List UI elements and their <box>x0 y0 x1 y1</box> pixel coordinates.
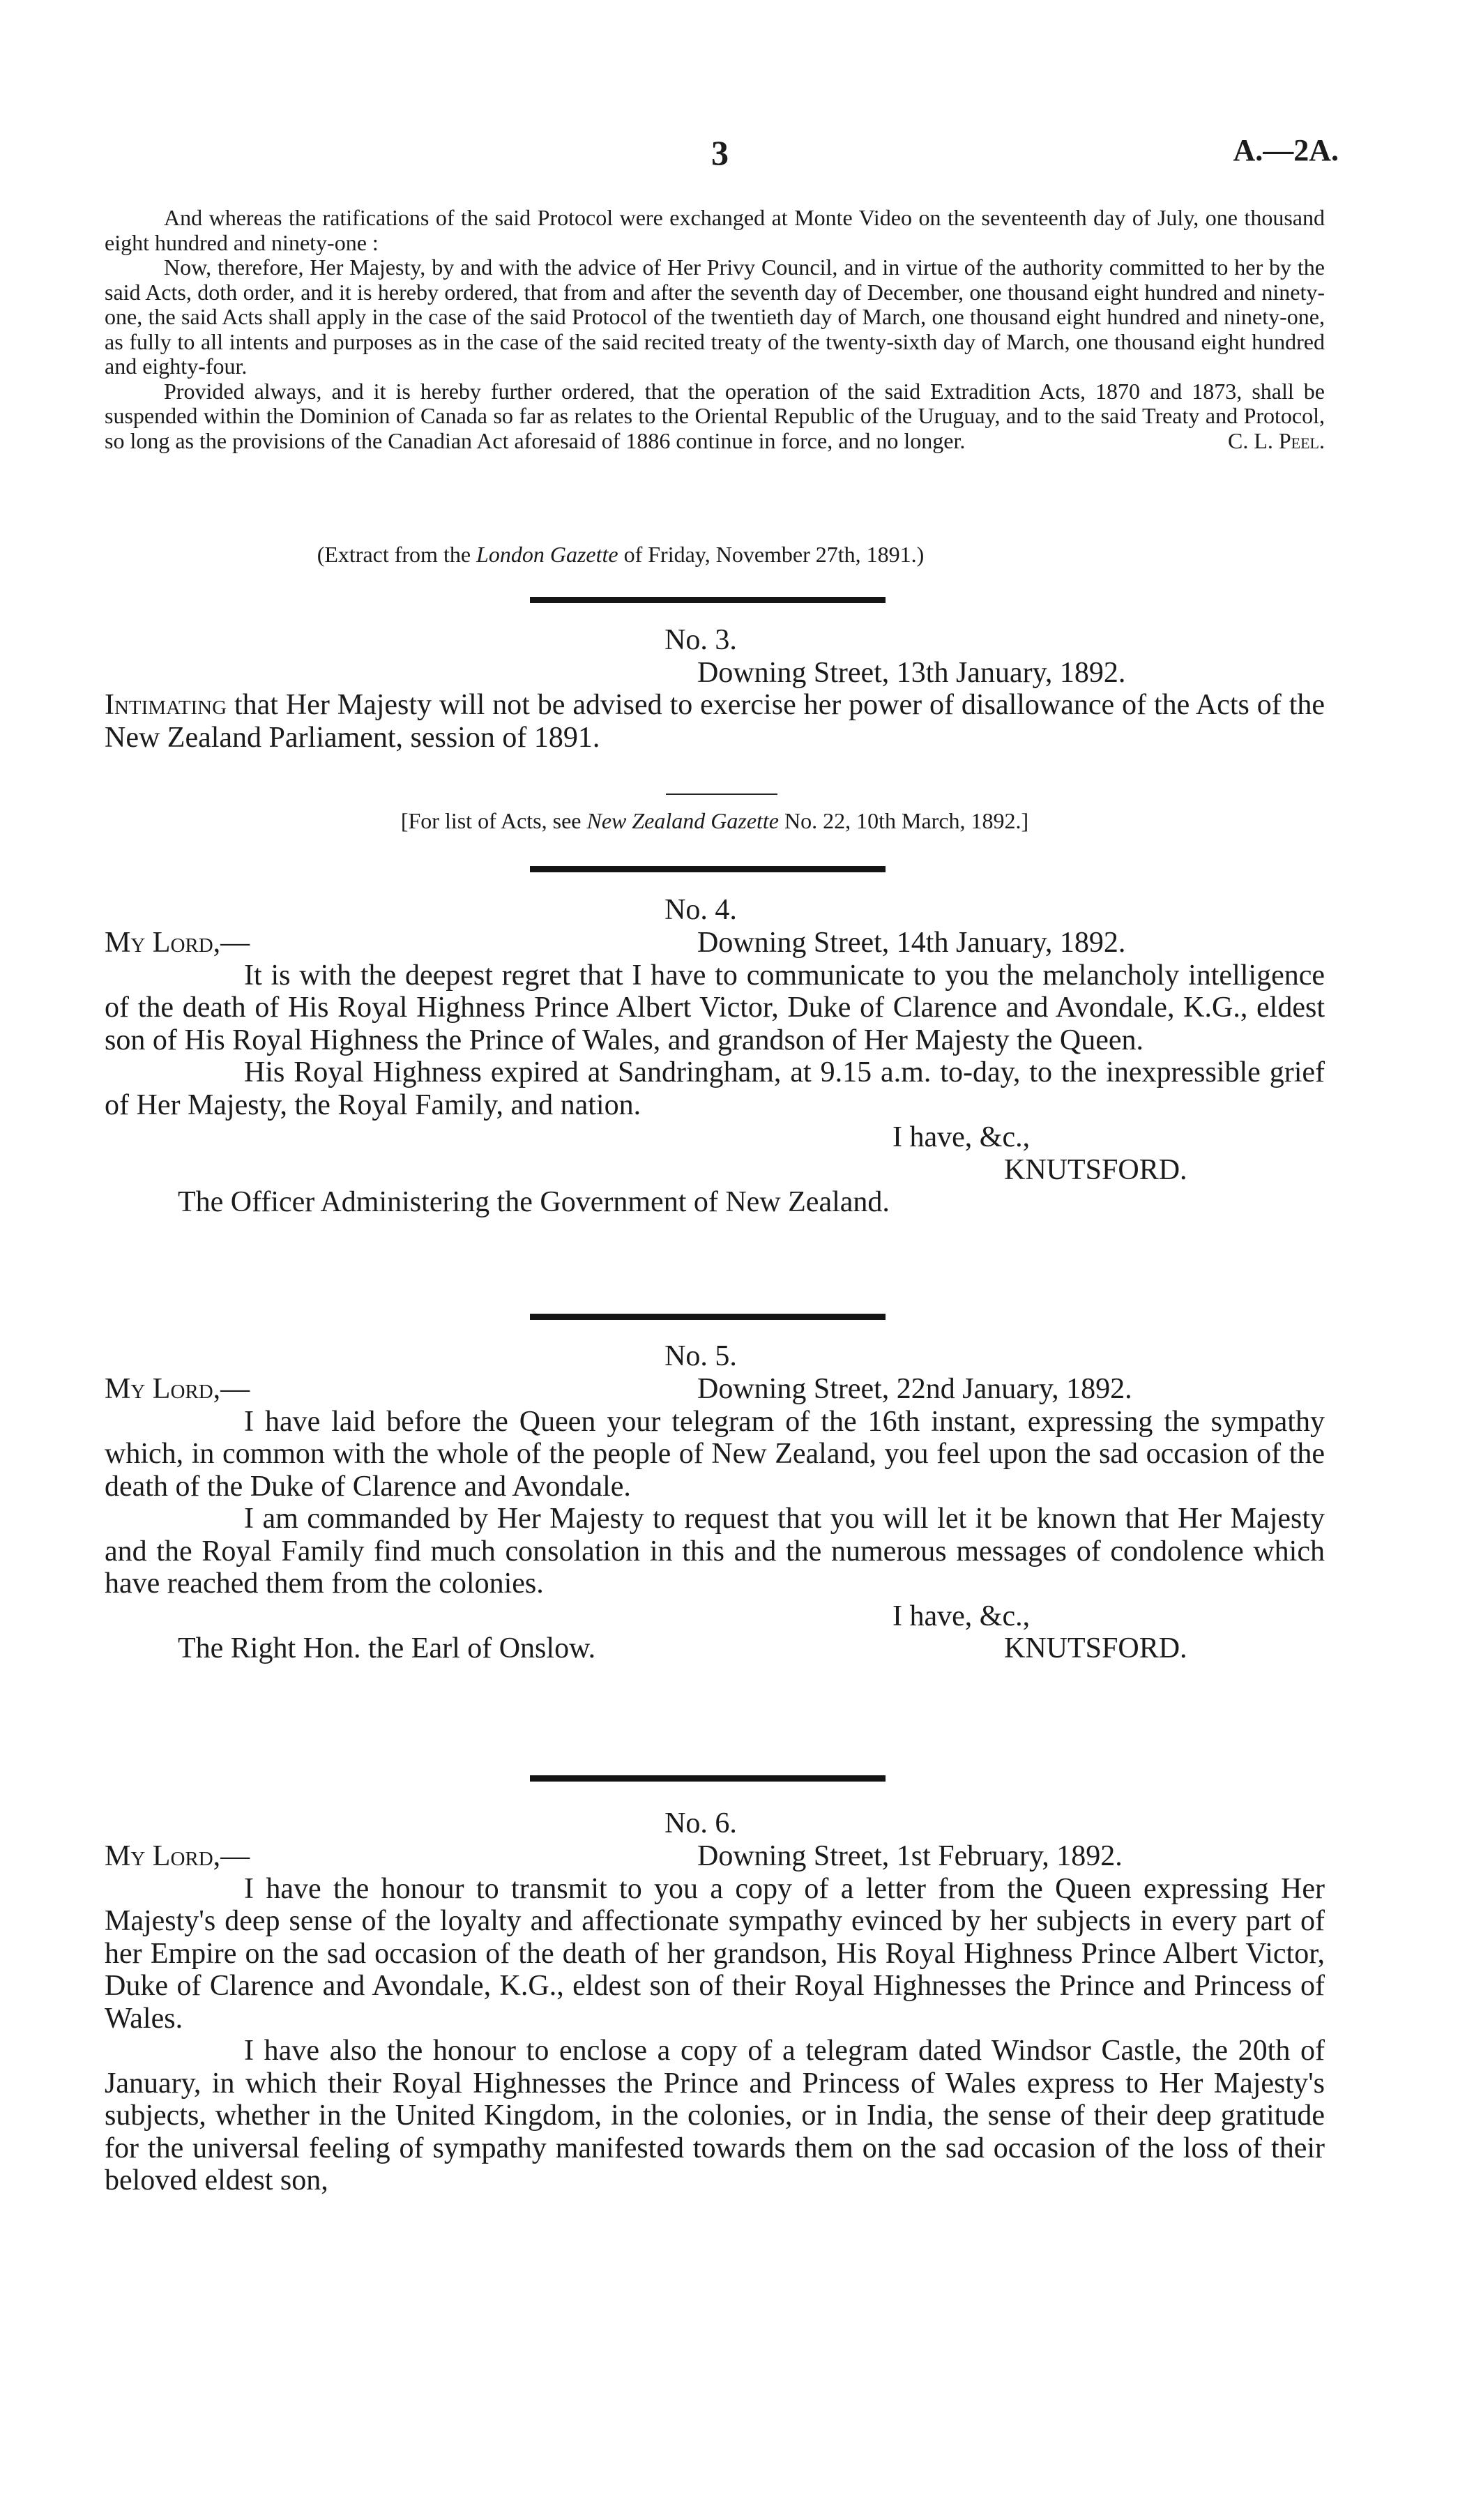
order-paragraph: And whereas the ratifications of the said Protocol were exchanged at Monte Video on the seventeenth day of July, one thousand eight hundred and ninety-one : <box>105 205 1325 255</box>
salutation: My Lord,— <box>105 1372 250 1405</box>
dispatch-number: No. 4. <box>664 894 737 926</box>
salutation-row <box>105 1840 1325 1873</box>
recipient: The Right Hon. the Earl of Onslow. <box>178 1632 596 1664</box>
acts-list-note: [For list of Acts, see New Zealand Gazette No. 22, 10th March, 1892.] <box>400 808 1029 833</box>
closing: I have, &c., <box>892 1121 1031 1153</box>
paper-reference: A.—2A. <box>1233 133 1339 167</box>
letter-paragraph: I have the honour to transmit to you a copy of a letter from the Queen expressing Her Majesty's deep sense of the loyalty and affectionate sympathy evinced by her subjects in every part of her Empire on the sad occasion of the death of her grandson, His Royal Highness Prince Albert Victor, Duke of Clarence and Avondale, K.G., eldest son of their Royal Highnesses the Prince and Princess of Wales. <box>105 1872 1325 2035</box>
gazette-extract-note: (Extract from the London Gazette of Friday, November 27th, 1891.) <box>317 542 925 567</box>
salutation-row <box>105 1373 1325 1406</box>
order-paragraph: Now, therefore, Her Majesty, by and with the advice of Her Privy Council, and in virtue of the authority committed to her by the said Acts, doth order, and it is hereby ordered, that from and after the seventh day of December, one thousand eight hundred and ninety-one, the said Acts shall apply in the case of the said Protocol of the twentieth day of March, one thousand eight hundred and ninety-one, as fully to all intents and purposes as in the case of the said recited treaty of the twenty-sixth day of March, one thousand eight hundred and eighty-four. <box>105 255 1325 379</box>
signature: KNUTSFORD. <box>1004 1632 1187 1664</box>
order-in-council-text <box>105 206 1325 453</box>
order-paragraph-text: Provided always, and it is hereby further ordered, that the operation of the said Extradition Acts, 1870 and 1873, shall be suspended within the Dominion of Canada so far as relates to the Oriental Republic of the Uruguay, and to the said Treaty and Protocol, so long as the provisions of the Canadian Act aforesaid of 1886 continue in force, and no longer. <box>105 378 1325 453</box>
section-divider <box>530 1775 886 1782</box>
letter-paragraph: I have laid before the Queen your telegram of the 16th instant, expressing the sympathy which, in common with the whole of the people of New Zealand, you feel upon the sad occasion of the death of the Duke of Clarence and Avondale. <box>105 1405 1325 1503</box>
dispatch-summary: Intimating that Her Majesty will not be advised to exercise her power of disallowance of the Acts of the New Zealand Parliament, session of 1891. <box>105 689 1325 754</box>
order-signature: C. L. Peel. <box>1227 427 1325 453</box>
closing: I have, &c., <box>892 1600 1031 1632</box>
dispatch-no-3 <box>105 624 1325 754</box>
short-divider <box>666 794 777 795</box>
salutation: My Lord,— <box>105 1839 250 1872</box>
dispatch-location-date: Downing Street, 13th January, 1892. <box>697 656 1126 689</box>
salutation: My Lord,— <box>105 926 250 959</box>
dispatch-number: No. 5. <box>664 1340 737 1372</box>
section-divider <box>530 1314 886 1320</box>
page-number: 3 <box>711 133 729 172</box>
letter-paragraph: I have also the honour to enclose a copy of a telegram dated Windsor Castle, the 20th of January, in which their Royal Highnesses the Prince and Princess of Wales express to Her Majesty's subjects, whether in the United Kingdom, in the colonies, or in India, the sense of their deep gratitude for the universal feeling of sympathy manifested towards them on the sad occasion of the loss of their beloved eldest son, <box>105 2035 1325 2196</box>
letter-paragraph: I am commanded by Her Majesty to request that you will let it be known that Her Majesty and the Royal Family find much consolation in this and the numerous messages of condolence which have reached them from the colonies. <box>105 1503 1325 1600</box>
letter-paragraph: His Royal Highness expired at Sandringham, at 9.15 a.m. to-day, to the inexpressible grief of Her Majesty, the Royal Family, and nation. <box>105 1056 1325 1121</box>
dispatch-location-date: Downing Street, 14th January, 1892. <box>697 926 1126 959</box>
salutation-row <box>105 927 1325 959</box>
order-paragraph <box>105 379 1325 454</box>
dispatch-no-6 <box>105 1807 1325 2197</box>
page-header <box>105 132 1339 181</box>
recipient: The Officer Administering the Government of New Zealand. <box>178 1186 890 1218</box>
section-divider <box>530 866 886 872</box>
section-divider <box>530 597 886 603</box>
dispatch-location-date: Downing Street, 1st February, 1892. <box>697 1839 1123 1872</box>
recipient-signature-row <box>105 1632 1325 1665</box>
dispatch-number: No. 6. <box>664 1807 737 1839</box>
letter-paragraph: It is with the deepest regret that I have to communicate to you the melancholy intelligence of the death of His Royal Highness Prince Albert Victor, Duke of Clarence and Avondale, K.G., eldest son of His Royal Highness the Prince of Wales, and grandson of Her Majesty the Queen. <box>105 959 1325 1056</box>
signature: KNUTSFORD. <box>1004 1153 1187 1186</box>
dispatch-number: No. 3. <box>664 624 737 656</box>
dispatch-no-4 <box>105 894 1325 1219</box>
dispatch-no-5 <box>105 1340 1325 1665</box>
dispatch-location-date: Downing Street, 22nd January, 1892. <box>697 1372 1132 1405</box>
